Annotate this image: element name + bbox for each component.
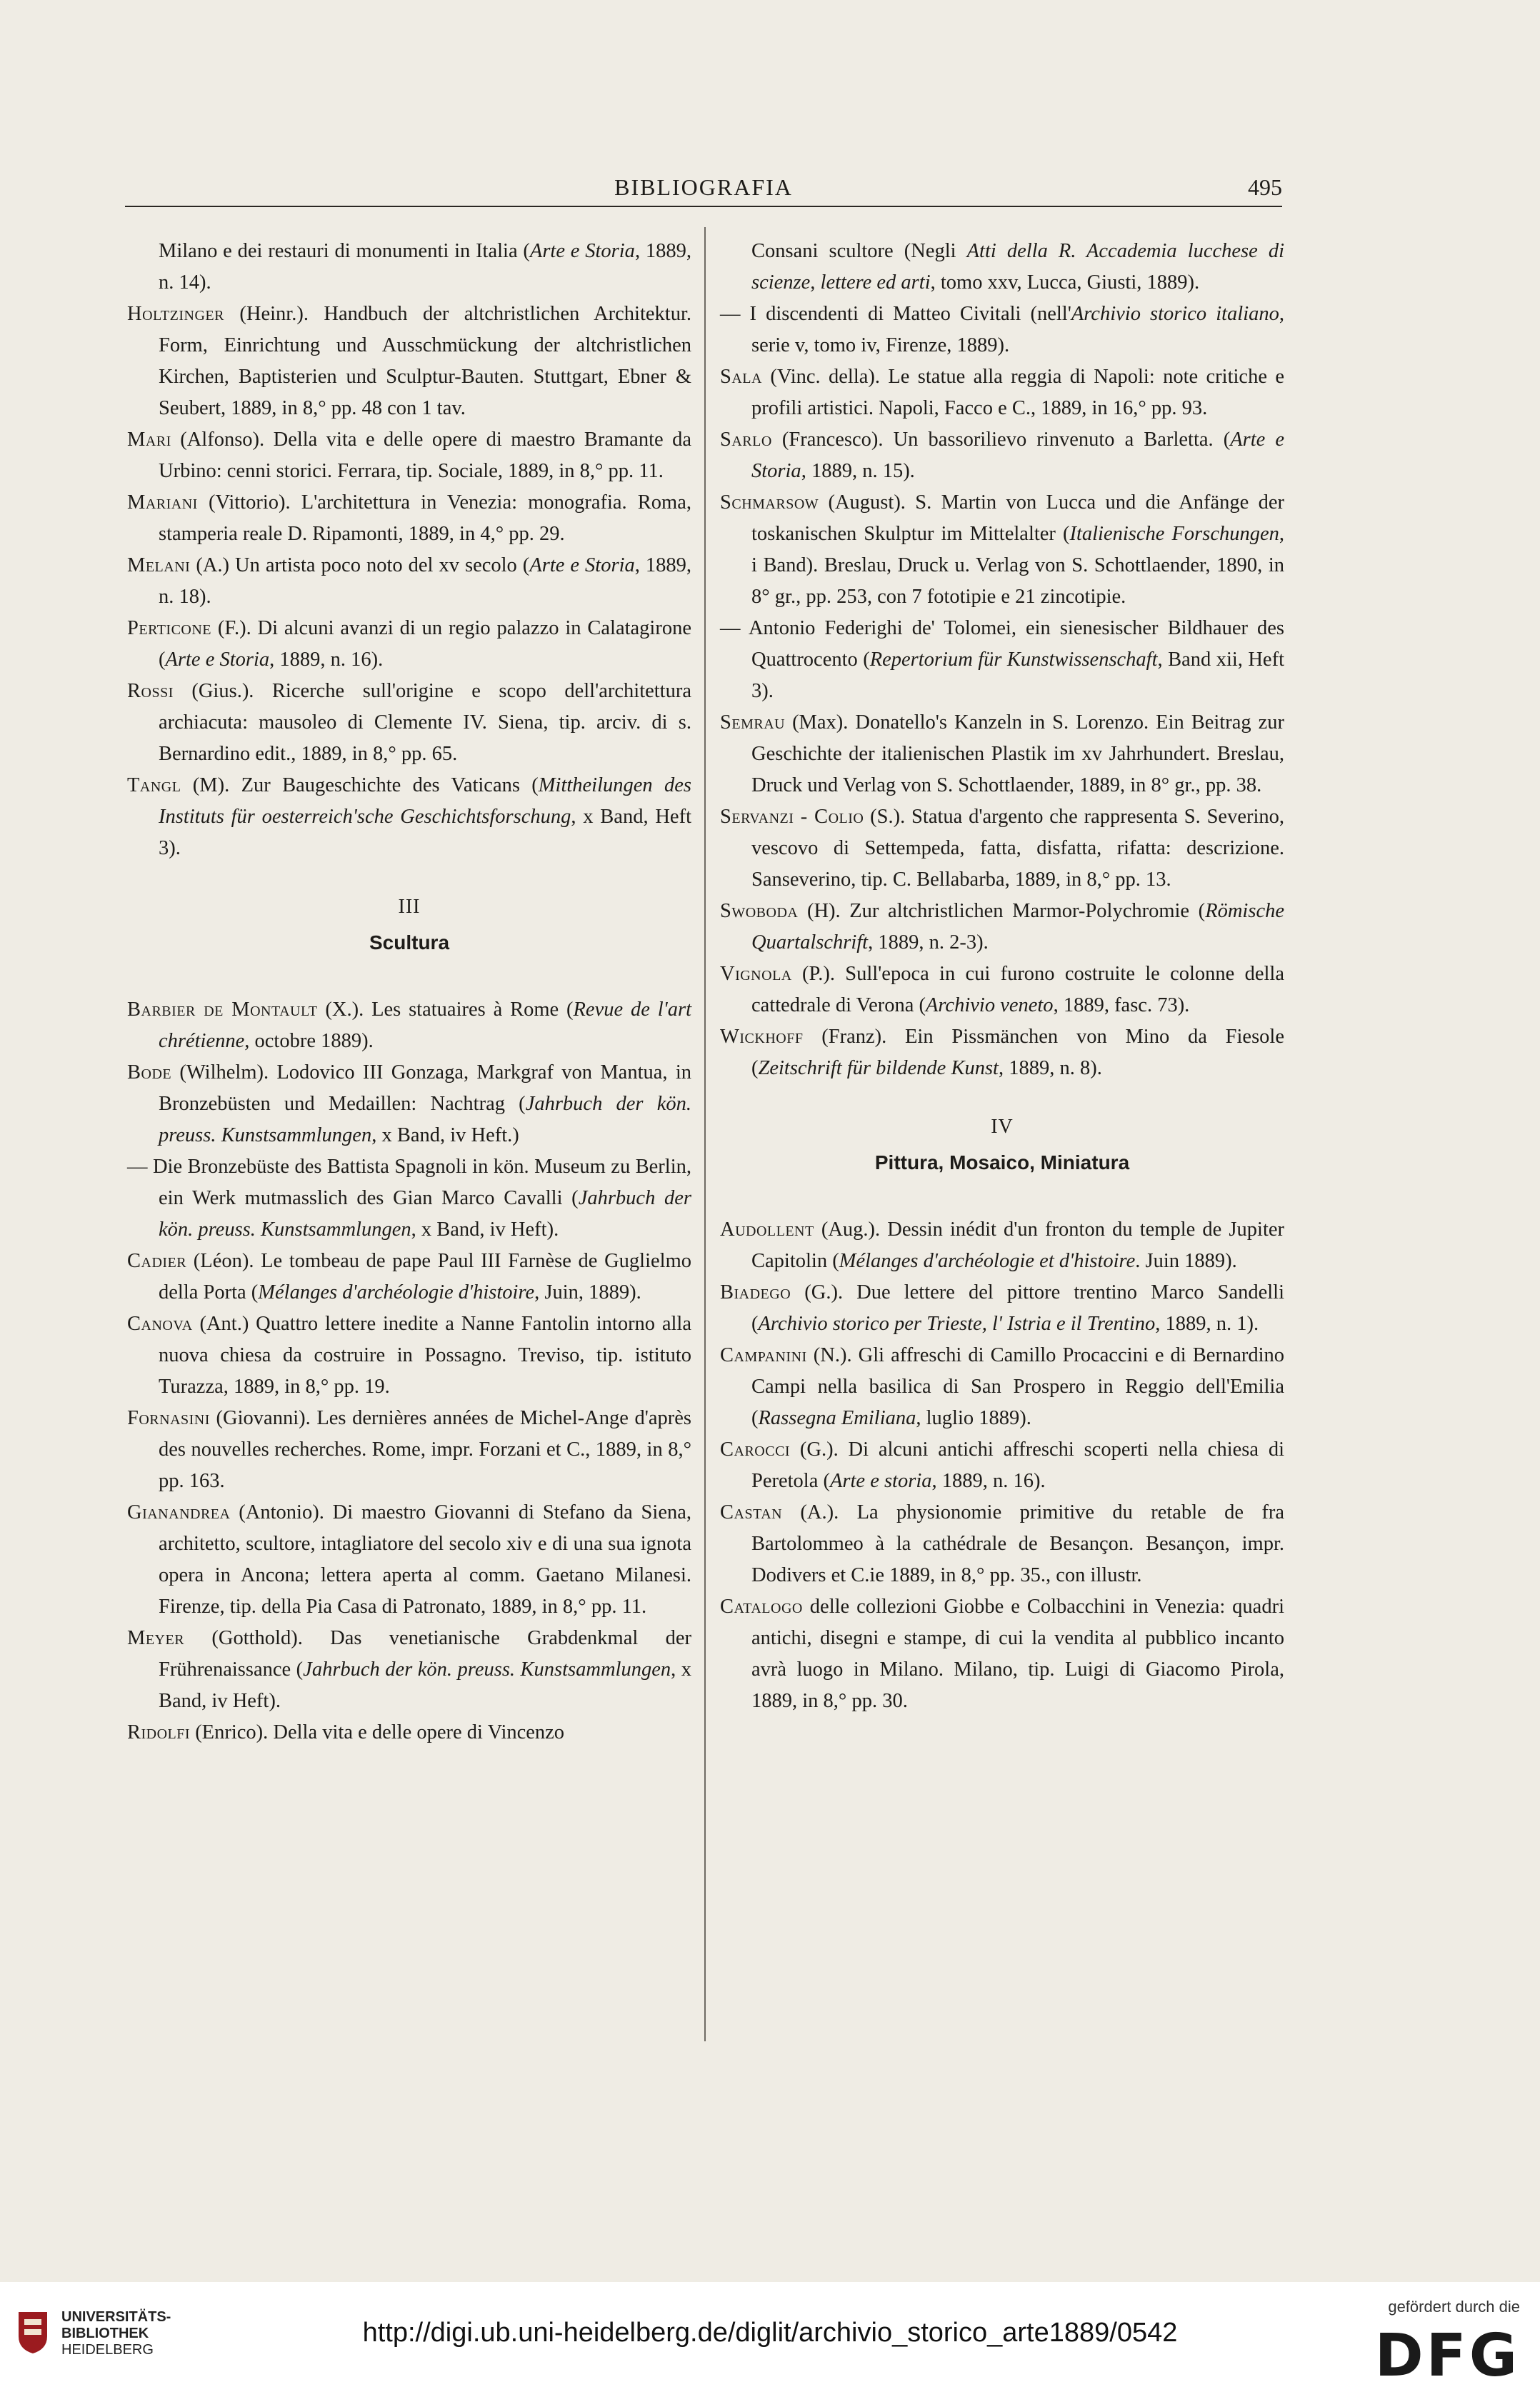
author-name: Sala [720, 366, 762, 388]
left-column [127, 236, 691, 1748]
entry-text: , Band xii, Heft 3). [751, 649, 1284, 702]
bibliography-entry [127, 487, 691, 550]
entry-text: (August). S. Martin von Lucca und die Anfänge der toskanischen Skulptur im Mittelalter ( [751, 491, 1284, 545]
entry-text: (Wilhelm). Lodovico III Gonzaga, Markgraf von Mantua, in Bronzebüsten und Medaillen: Nachtrag ( [159, 1061, 691, 1115]
permalink-url[interactable]: http://digi.ub.uni-heidelberg.de/diglit/archivio_storico_arte1889/0542 [362, 2318, 1178, 2348]
bibliography-entry [127, 1717, 691, 1748]
entry-text: , i Band). Breslau, Druck u. Verlag von S. Schottlaender, 1890, in 8° gr., pp. 253, con 7 fototipie e 21 zincotipie. [751, 523, 1284, 608]
bibliography-entry [720, 1277, 1284, 1340]
publication-title: Repertorium für Kunstwissenschaft [869, 649, 1158, 671]
bibliography-entry [127, 1246, 691, 1308]
dfg-logo: DFG [1374, 2322, 1520, 2390]
entry-text: (P.). Sull'epoca in cui furono costruite le colonne della cattedrale di Verona ( [751, 963, 1284, 1016]
author-name: Catalogo [720, 1596, 803, 1618]
publication-title: Italienische Forschungen [1069, 523, 1279, 545]
bibliography-entry [720, 424, 1284, 487]
bibliography-entry [127, 994, 691, 1057]
right-column [720, 236, 1284, 1717]
publication-title: Revue de l'art chrétienne [159, 999, 692, 1052]
column-divider [704, 227, 706, 2041]
publication-title: Mittheilungen des Instituts für oesterreich'sche Geschichtsforschung [159, 774, 691, 828]
running-header [125, 174, 1282, 203]
author-name: Swoboda [720, 900, 799, 922]
entry-text: (G.). Due lettere del pittore trentino Marco Sandelli ( [751, 1281, 1284, 1335]
bibliography-entry [127, 770, 691, 864]
institution-line-2: BIBLIOTHEK [61, 2326, 149, 2341]
entry-text: (M). Zur Baugeschichte des Vaticans ( [181, 774, 539, 796]
entry-text: , luglio 1889). [916, 1407, 1031, 1429]
bibliography-entry [720, 299, 1284, 361]
entry-text: , 1889, n. 2-3). [868, 931, 989, 954]
author-name: Cadier [127, 1250, 187, 1272]
page-number: 495 [1248, 174, 1282, 200]
publication-title: Rassegna Emiliana [758, 1407, 916, 1429]
bibliography-entry [127, 1151, 691, 1246]
entry-text: Consani scultore (Negli [751, 240, 967, 262]
entry-text: (Gius.). Ricerche sull'origine e scopo dell'architettura archiacuta: mausoleo di Clemente IV. Siena, tip. arciv. di s. Bernardino edit., 1889, in 8,° pp. 65. [159, 680, 691, 765]
bibliography-entry [720, 801, 1284, 896]
entry-text: , x Band, iv Heft). [159, 1658, 692, 1712]
entry-text: — I discendenti di Matteo Civitali (nell' [720, 303, 1071, 325]
entry-text: (Heinr.). Handbuch der altchristlichen Architektur. Form, Einrichtung und Ausschmückung der altchristlichen Kirchen, Baptisterien und Sculptur-Bauten. Stuttgart, Ebner & Seubert, 1889, in 8,° pp. 48 con 1 tav. [159, 303, 691, 419]
publication-title: Arte e Storia [529, 554, 635, 576]
bibliography-entry [720, 1214, 1284, 1277]
entry-text: (Vittorio). L'architettura in Venezia: monografia. Roma, stamperia reale D. Ripamonti, 1889, in 4,° pp. 29. [159, 491, 691, 545]
entry-text: (Léon). Le tombeau de pape Paul III Farnèse de Guglielmo della Porta ( [159, 1250, 691, 1303]
bibliography-entry [720, 613, 1284, 707]
entry-text: delle collezioni Giobbe e Colbacchini in Venezia: quadri antichi, disegni e stampe, di cui la vendita al pubblico incanto avrà luogo in Milano. Milano, tip. Luigi di Giacomo Pirola, 1889, in 8,° pp. 30. [751, 1596, 1284, 1712]
author-name: Carocci [720, 1438, 791, 1461]
publication-title: Archivio veneto [925, 994, 1054, 1016]
author-name: Holtzinger [127, 303, 224, 325]
entry-text: (Antonio). Di maestro Giovanni di Stefano da Siena, architetto, scultore, intagliatore del secolo xiv e di una sua ignota opera in Ancona; lettera aperta al comm. Gaetano Milanesi. Firenze, tip. della Pia Casa di Patronato, 1889, in 8,° pp. 11. [159, 1501, 691, 1618]
author-name: Audollent [720, 1218, 814, 1241]
bibliography-entry [720, 896, 1284, 959]
entry-text: , x Band, iv Heft). [411, 1218, 559, 1241]
author-name: Canova [127, 1313, 193, 1335]
section-number: III [398, 896, 421, 918]
bibliography-entry [720, 959, 1284, 1021]
author-name: Rossi [127, 680, 174, 702]
bibliography-entry [127, 1057, 691, 1151]
entry-text: , x Band, iv Heft.) [371, 1124, 519, 1146]
entry-text: , 1889, n. 1). [1155, 1313, 1259, 1335]
section-number: IV [991, 1116, 1014, 1138]
bibliography-entry [127, 676, 691, 770]
author-name: Schmarsow [720, 491, 819, 514]
bibliography-entry [127, 1497, 691, 1623]
bibliography-entry [720, 361, 1284, 424]
entry-text: , 1889, n. 18). [159, 554, 692, 608]
publication-title: Jahrbuch der kön. preuss. Kunstsammlungen [303, 1658, 671, 1681]
author-name: Fornasini [127, 1407, 210, 1429]
running-title: BIBLIOGRAFIA [614, 174, 793, 200]
entry-text: — Die Bronzebüste des Battista Spagnoli in kön. Museum zu Berlin, ein Werk mutmasslich des Gian Marco Cavalli ( [127, 1156, 691, 1209]
entry-text: , 1889, n. 16). [931, 1470, 1046, 1492]
section-title: Scultura [369, 931, 450, 954]
entry-text: (Enrico). Della vita e delle opere di Vincenzo [190, 1721, 565, 1743]
institution-line-1: UNIVERSITÄTS- [61, 2309, 171, 2325]
bibliography-entry [127, 1623, 691, 1717]
institution-line-3: HEIDELBERG [61, 2342, 154, 2358]
author-name: Perticone [127, 617, 212, 639]
author-name: Semrau [720, 711, 786, 734]
author-name: Mari [127, 429, 171, 451]
entry-text: , tomo xxv, Lucca, Giusti, 1889). [930, 271, 1200, 294]
entry-text: , x Band, Heft 3). [159, 806, 691, 859]
bibliography-entry [720, 1497, 1284, 1591]
entry-text: , 1889, n. 14). [159, 240, 691, 294]
bibliography-entry [127, 613, 691, 676]
author-name: Mariani [127, 491, 198, 514]
entry-text: , Juin, 1889). [534, 1281, 641, 1303]
entry-text: (N.). Gli affreschi di Camillo Procaccini e di Bernardino Campi nella basilica di San Prospero in Reggio dell'Emilia ( [751, 1344, 1284, 1429]
entry-text: (A.) Un artista poco noto del xv secolo ( [190, 554, 530, 576]
entry-text: , serie v, tomo iv, Firenze, 1889). [751, 303, 1285, 356]
entry-text: — Antonio Federighi de' Tolomei, ein sienesischer Bildhauer des Quattrocento ( [720, 617, 1284, 671]
entry-text: (Giovanni). Les dernières années de Michel-Ange d'après des nouvelles recherches. Rome, impr. Forzani et C., 1889, in 8,° pp. 163. [159, 1407, 691, 1492]
author-name: Tangl [127, 774, 181, 796]
publication-title: Arte e Storia [529, 240, 635, 262]
publication-title: Archivio storico per Trieste, l' Istria e il Trentino [758, 1313, 1156, 1335]
entry-text: (Max). Donatello's Kanzeln in S. Lorenzo. Ein Beitrag zur Geschichte der italienischen Plastik im xv Jahrhundert. Breslau, Druck und Verlag von S. Schottlaender, 1889, in 8° gr., pp. 38. [751, 711, 1284, 796]
author-name: Vignola [720, 963, 792, 985]
author-name: Ridolfi [127, 1721, 191, 1743]
entry-text: (Vinc. della). Le statue alla reggia di Napoli: note critiche e profili artistici. Napoli, Facco e C., 1889, in 16,° pp. 93. [751, 366, 1284, 419]
entry-text: Milano e dei restauri di monumenti in Italia ( [159, 240, 530, 262]
entry-text: (Franz). Ein Pissmänchen von Mino da Fiesole ( [751, 1026, 1284, 1079]
entry-text: (Ant.) Quattro lettere inedite a Nanne Fantolin intorno alla nuova chiesa da costruire in Possagno. Treviso, tip. istituto Turazza, 1889, in 8,° pp. 19. [159, 1313, 691, 1398]
bibliography-entry [720, 487, 1284, 613]
bibliography-entry [720, 1434, 1284, 1497]
publication-title: Jahrbuch der kön. preuss. Kunstsammlungen [159, 1093, 692, 1146]
entry-text: (H). Zur altchristlichen Marmor-Polychromie ( [798, 900, 1206, 922]
entry-text: , 1889, n. 8). [998, 1057, 1102, 1079]
publication-title: Arte e Storia [165, 649, 270, 671]
entry-text: , 1889, n. 15). [801, 460, 915, 482]
entry-text: , 1889, n. 16). [269, 649, 384, 671]
bibliography-entry [127, 424, 691, 487]
entry-text: (G.). Di alcuni antichi affreschi scoperti nella chiesa di Peretola ( [751, 1438, 1284, 1492]
digitization-footer [0, 2282, 1540, 2397]
entry-text: (Aug.). Dessin inédit d'un fronton du temple de Jupiter Capitolin ( [751, 1218, 1284, 1272]
bibliography-entry-continued [720, 236, 1284, 299]
entry-text: (Gotthold). Das venetianische Grabdenkmal der Frührenaissance ( [159, 1627, 691, 1681]
header-rule [125, 206, 1282, 207]
author-name: Campanini [720, 1344, 807, 1366]
author-name: Barbier de Montault [127, 999, 318, 1021]
publication-title: Mélanges d'archéologie et d'histoire [839, 1250, 1136, 1272]
entry-text: , 1889, fasc. 73). [1053, 994, 1190, 1016]
bibliography-entry [720, 1021, 1284, 1084]
publication-title: Mélanges d'archéologie d'histoire [258, 1281, 535, 1303]
author-name: Bode [127, 1061, 172, 1084]
bibliography-entry [127, 299, 691, 424]
section-title: Pittura, Mosaico, Miniatura [874, 1151, 1130, 1174]
author-name: Sarlo [720, 429, 772, 451]
author-name: Castan [720, 1501, 783, 1523]
entry-text: (F.). Di alcuni avanzi di un regio palazzo in Calatagirone ( [159, 617, 691, 671]
bibliography-entry [127, 550, 691, 613]
author-name: Biadego [720, 1281, 791, 1303]
bibliography-entry [720, 707, 1284, 801]
author-name: Wickhoff [720, 1026, 804, 1048]
author-name: Meyer [127, 1627, 185, 1649]
publication-title: Archivio storico italiano [1071, 303, 1279, 325]
publication-title: Atti della R. Accademia lucchese di scienze, lettere ed arti [751, 240, 1284, 294]
author-name: Melani [127, 554, 191, 576]
bibliography-entry [720, 1591, 1284, 1717]
author-name: Gianandrea [127, 1501, 231, 1523]
funded-by-text: gefördert durch die [1388, 2298, 1520, 2316]
publication-title: Arte e storia [830, 1470, 932, 1492]
publication-title: Jahrbuch der kön. preuss. Kunstsammlungen [159, 1187, 691, 1241]
entry-text: (X.). Les statuaires à Rome ( [317, 999, 574, 1021]
author-name: Servanzi - Colio [720, 806, 864, 828]
entry-text: (Francesco). Un bassorilievo rinvenuto a Barletta. ( [771, 429, 1231, 451]
publication-title: Zeitschrift für bildende Kunst [758, 1057, 999, 1079]
bibliography-entry [720, 1340, 1284, 1434]
bibliography-entry [127, 1403, 691, 1497]
entry-text: (S.). Statua d'argento che rappresenta S. Severino, vescovo di Settempeda, fatta, disfatta, rifatta: descrizione. Sanseverino, tip. C. Bellabarba, 1889, in 8,° pp. 13. [751, 806, 1284, 891]
publication-title: Arte e Storia [751, 429, 1284, 482]
entry-text: , octobre 1889). [244, 1030, 374, 1052]
bibliography-entry [127, 1308, 691, 1403]
bibliography-entry-continued [127, 236, 691, 299]
entry-text: (A.). La physionomie primitive du retable de fra Bartolommeo à la cathédrale de Besançon. Besançon, impr. Dodivers et C.ie 1889, in 8,° pp. 35., con illustr. [751, 1501, 1284, 1586]
entry-text: . Juin 1889). [1135, 1250, 1237, 1272]
publication-title: Römische Quartalschrift [751, 900, 1284, 954]
entry-text: (Alfonso). Della vita e delle opere di maestro Bramante da Urbino: cenni storici. Ferrara, tip. Sociale, 1889, in 8,° pp. 11. [159, 429, 691, 482]
